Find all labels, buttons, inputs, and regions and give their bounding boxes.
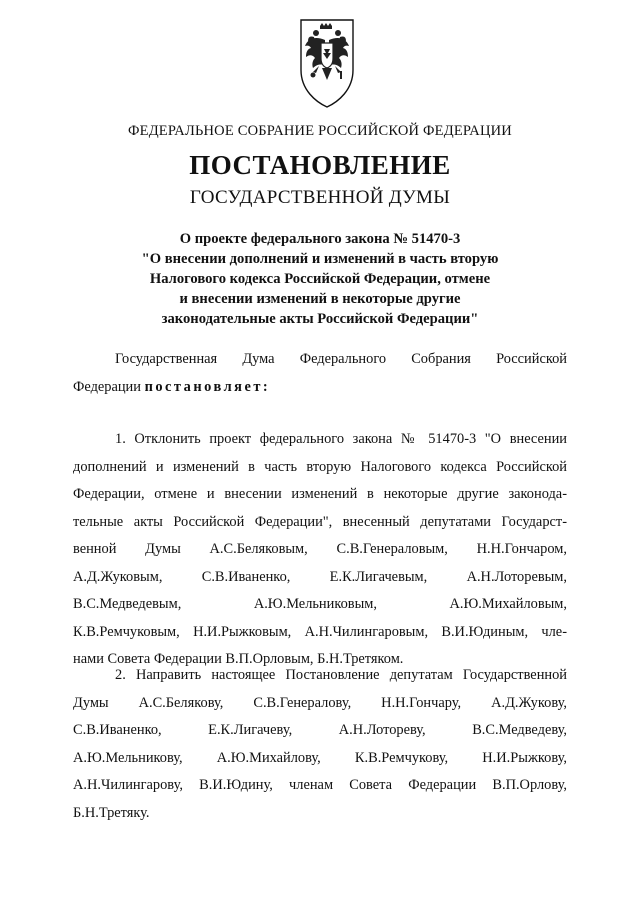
paragraph-line: дополнений и изменений в часть вторую Налогового кодекса Российской bbox=[73, 458, 567, 475]
organization-name: ФЕДЕРАЛЬНОЕ СОБРАНИЕ РОССИЙСКОЙ ФЕДЕРАЦИИ bbox=[128, 123, 512, 139]
paragraph-line: Думы А.С.Белякову, С.В.Генералову, Н.Н.Гончару, А.Д.Жукову, bbox=[73, 694, 567, 711]
paragraph-line: А.Н.Чилингарову, В.И.Юдину, членам Совета Федерации В.П.Орлову, bbox=[73, 777, 567, 793]
paragraph-line bbox=[73, 374, 567, 402]
intro-paragraph bbox=[73, 346, 567, 401]
subject-line: законодательные акты Российской Федерации" bbox=[161, 311, 479, 327]
state-emblem-icon bbox=[298, 18, 356, 108]
paragraph-line: А.Д.Жуковым, С.В.Иваненко, Е.К.Лигачевым, А.Н.Лоторевым, bbox=[73, 568, 567, 585]
subject-line: и внесении изменений в некоторые другие bbox=[179, 291, 461, 307]
paragraph-line: Б.Н.Третяку. bbox=[73, 804, 150, 821]
paragraph-line: 1. Отклонить проект федерального закона № 51470-3 "О внесении bbox=[115, 431, 567, 447]
subject-line: Налогового кодекса Российской Федерации, отмене bbox=[149, 271, 491, 287]
item-2-paragraph bbox=[73, 662, 567, 827]
document-subject bbox=[80, 229, 560, 329]
paragraph-line: нами Совета Федерации В.П.Орловым, Б.Н.Третяком. bbox=[73, 651, 404, 667]
paragraph-line: венной Думы А.С.Беляковым, С.В.Генераловым, Н.Н.Гончаром, bbox=[73, 541, 567, 557]
paragraph-line: А.Ю.Мельникову, А.Ю.Михайлову, К.В.Ремчукову, Н.И.Рыжкову, bbox=[73, 749, 567, 766]
paragraph-line: Федерации, отмене и внесении изменений в некоторые другие законода- bbox=[73, 486, 567, 502]
item-1-paragraph bbox=[73, 426, 567, 674]
document-type-title: ПОСТАНОВЛЕНИЕ bbox=[189, 150, 451, 180]
paragraph-line: 2. Направить настоящее Постановление депутатам Государственной bbox=[115, 667, 567, 683]
document-subtype-title: ГОСУДАРСТВЕННОЙ ДУМЫ bbox=[189, 187, 451, 208]
decree-keyword: постановляет: bbox=[144, 378, 271, 395]
subject-line: "О внесении дополнений и изменений в часть вторую bbox=[141, 251, 499, 267]
paragraph-line: Государственная Дума Федерального Собрания Российской bbox=[115, 351, 567, 367]
subject-line: О проекте федерального закона № 51470-3 bbox=[179, 231, 461, 247]
paragraph-line: тельные акты Российской Федерации", внесенный депутатами Государст- bbox=[73, 513, 567, 530]
intro-prefix: Федерации bbox=[73, 378, 145, 395]
paragraph-line: С.В.Иваненко, Е.К.Лигачеву, А.Н.Лотореву, В.С.Медведеву, bbox=[73, 722, 567, 738]
paragraph-line: К.В.Ремчуковым, Н.И.Рыжковым, А.Н.Чилингаровым, В.И.Юдиным, чле- bbox=[73, 623, 567, 640]
paragraph-line: В.С.Медведевым, А.Ю.Мельниковым, А.Ю.Михайловым, bbox=[73, 596, 567, 612]
